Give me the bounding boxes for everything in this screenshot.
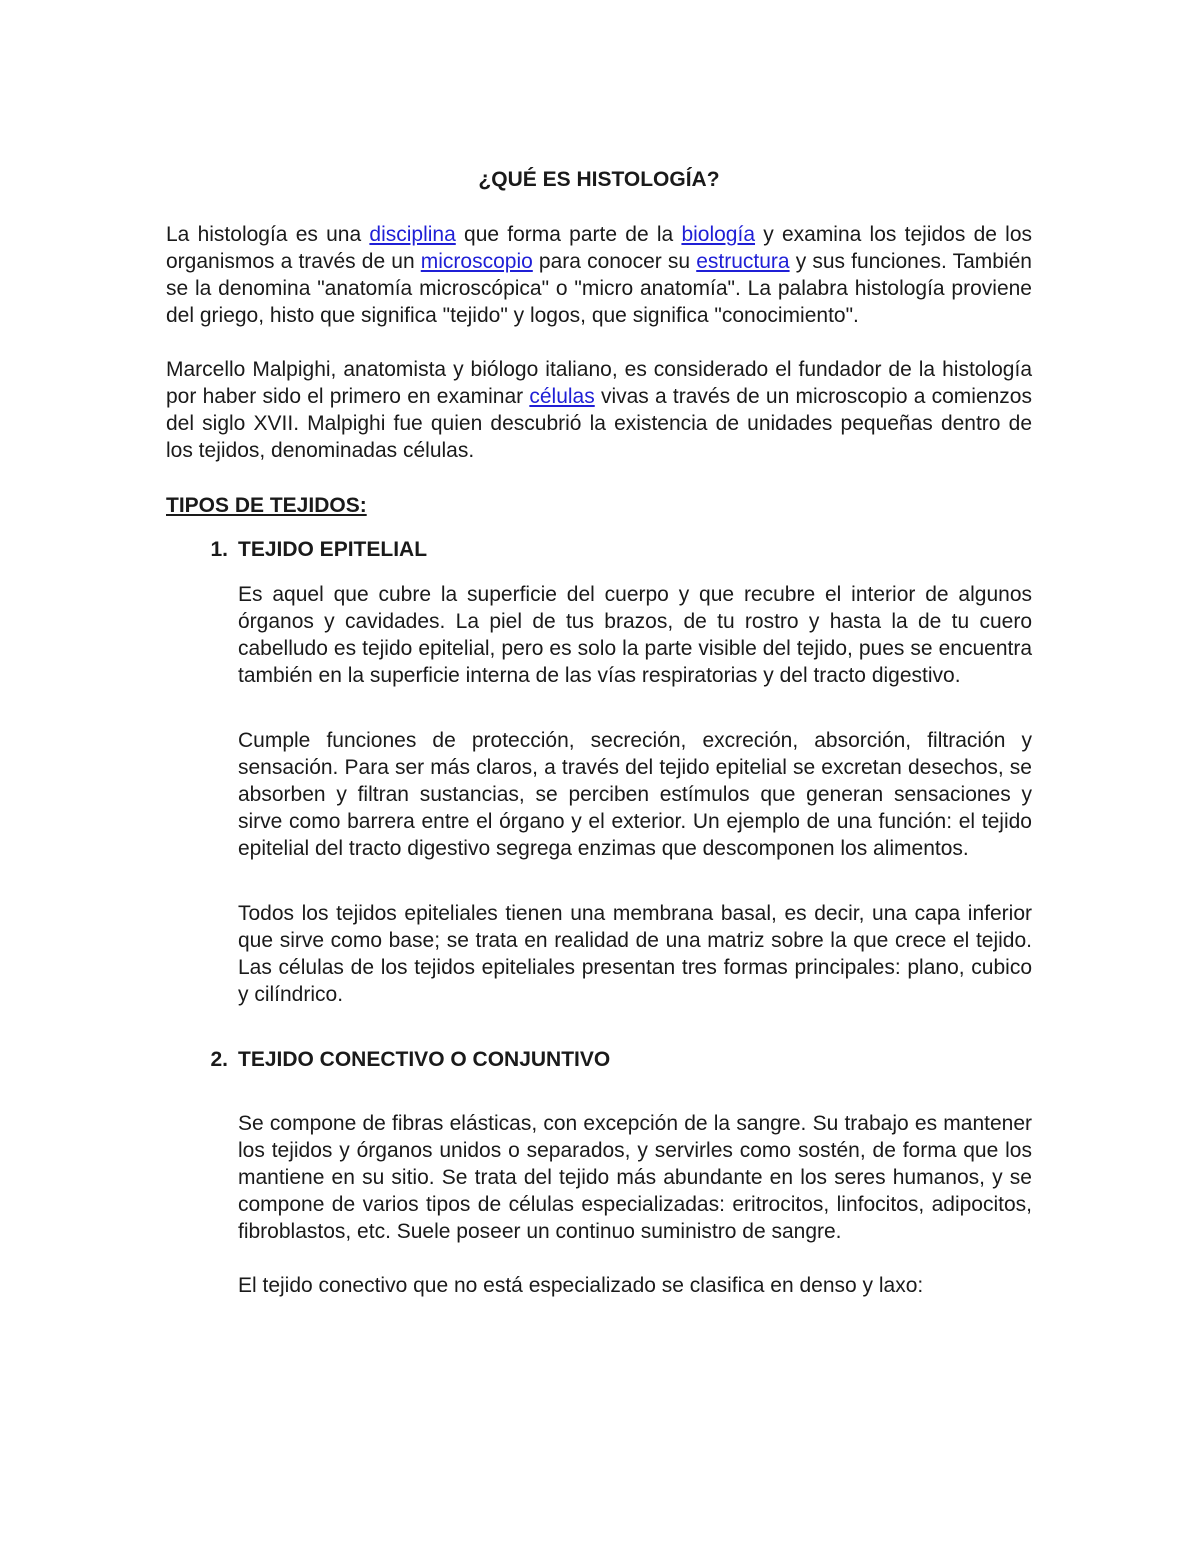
list-item-title: TEJIDO CONECTIVO O CONJUNTIVO: [238, 1048, 611, 1071]
text-run: y examina los tejidos de los organismos a través de un: [166, 223, 1032, 273]
text-run: Marcello Malpighi, anatomista y biólogo italiano, es considerado el fundador de la histología por haber sido el primero en examinar: [166, 358, 1032, 408]
intro-paragraph-2: [166, 356, 1032, 464]
text-run: para conocer su: [532, 250, 697, 273]
link-biologia[interactable]: biología: [681, 223, 755, 246]
list-item-heading: [166, 1046, 1032, 1073]
section-heading: TIPOS DE TEJIDOS:: [166, 494, 367, 517]
text-run: que forma parte de la: [455, 223, 682, 246]
text-run: La histología es una: [166, 223, 370, 246]
list-item-paragraph: El tejido conectivo que no está especializado se clasifica en denso y laxo:: [238, 1274, 924, 1297]
text-run: vivas a través de un microscopio a comienzos del siglo XVII. Malpighi fue quien descubrió la existencia de unidades pequeñas dentro de los tejidos, denominadas células.: [166, 385, 1032, 462]
page-title: ¿QUÉ ES HISTOLOGÍA?: [478, 168, 720, 191]
list-item-heading: [166, 536, 1032, 563]
link-celulas[interactable]: células: [529, 385, 595, 408]
list-item-paragraph: Se compone de fibras elásticas, con excepción de la sangre. Su trabajo es mantener los tejidos y órganos unidos o separados, y servirles como sostén, de forma que los mantiene en su sitio. Se trata del tejido más abundante en los seres humanos, y se compone de varios tipos de células especializadas: eritrocitos, linfocitos, adipocitos, fibroblastos, etc. Suele poseer un continuo suministro de sangre.: [238, 1112, 1032, 1243]
list-item-number: 1.: [210, 538, 228, 561]
text-run: y sus funciones. También se la denomina "anatomía microscópica" o "micro anatomía". La palabra histología proviene del griego, histo que significa "tejido" y logos, que significa "conocimiento".: [166, 250, 1032, 327]
list-item-number: 2.: [210, 1048, 228, 1071]
list-item-title: TEJIDO EPITELIAL: [238, 538, 428, 561]
link-microscopio[interactable]: microscopio: [420, 250, 533, 273]
document-page: [166, 166, 1032, 1299]
list-item-paragraph: Cumple funciones de protección, secreción, excreción, absorción, filtración y sensación. Para ser más claros, a través del tejido epitelial se excretan desechos, se absorben y filtran sustancias, se perciben estímulos que generan sensaciones y sirve como barrera entre el órgano y el exterior. Un ejemplo de una función: el tejido epitelial del tracto digestivo segrega enzimas que descomponen los alimentos.: [238, 729, 1032, 860]
link-estructura[interactable]: estructura: [696, 250, 790, 273]
list-item-paragraph: Todos los tejidos epiteliales tienen una membrana basal, es decir, una capa inferior que sirve como base; se trata en realidad de una matriz sobre la que crece el tejido. Las células de los tejidos epiteliales presentan tres formas principales: plano, cubico y cilíndrico.: [238, 902, 1032, 1006]
link-disciplina[interactable]: disciplina: [369, 223, 456, 246]
intro-paragraph-1: [166, 221, 1032, 329]
list-item-paragraph: Es aquel que cubre la superficie del cuerpo y que recubre el interior de algunos órganos y cavidades. La piel de tus brazos, de tu rostro y hasta la de tu cuero cabelludo es tejido epitelial, pero es solo la parte visible del tejido, pues se encuentra también en la superficie interna de las vías respiratorias y del tracto digestivo.: [238, 583, 1032, 687]
